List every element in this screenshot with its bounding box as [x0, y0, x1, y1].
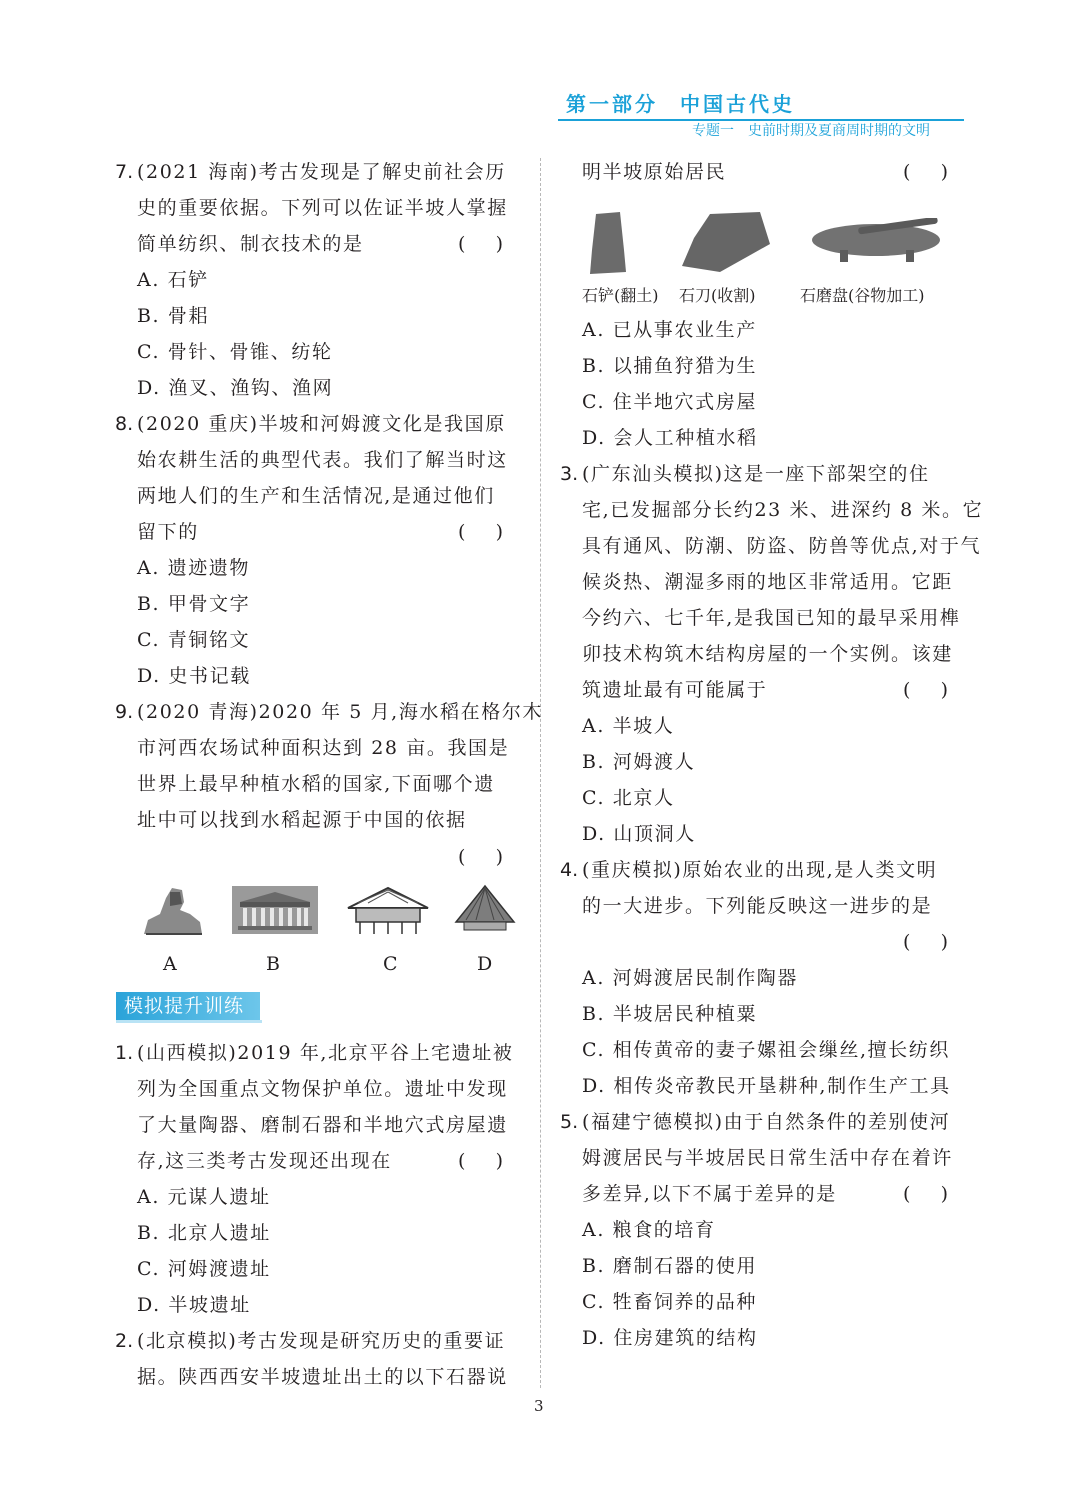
question-text: 今约六、七千年,是我国已知的最早采用榫 [582, 607, 961, 629]
option[interactable]: A. 河姆渡居民制作陶器 [582, 967, 799, 989]
option[interactable]: C. 河姆渡遗址 [137, 1258, 271, 1280]
stone-shovel-image[interactable] [586, 210, 630, 276]
question-text: 宅,已发掘部分长约23 米、进深约 8 米。它 [582, 499, 984, 521]
column-divider [540, 158, 541, 1388]
option[interactable]: C. 骨针、骨锥、纺轮 [137, 341, 333, 363]
question-text: 两地人们的生产和生活情况,是通过他们 [137, 485, 495, 507]
option[interactable]: D. 史书记载 [137, 665, 251, 687]
answer-bracket[interactable]: ( ) [903, 1183, 949, 1205]
answer-bracket[interactable]: ( ) [903, 161, 949, 183]
question-text: (福建宁德模拟)由于自然条件的差别使河 [582, 1111, 951, 1133]
question-text: 据。陕西西安半坡遗址出土的以下石器说 [137, 1366, 508, 1388]
question-number: 4. [560, 859, 579, 881]
question-number: 5. [560, 1111, 579, 1133]
question-text: 卯技术构筑木结构房屋的一个实例。该建 [582, 643, 953, 665]
question-number: 3. [560, 463, 579, 485]
option[interactable]: A. 遗迹遗物 [137, 557, 251, 579]
question-text: 留下的 [137, 521, 199, 543]
sphinx-image[interactable] [140, 884, 206, 936]
option[interactable]: A. 石铲 [137, 269, 209, 291]
image-caption: 石铲(翻土) [582, 286, 659, 305]
part-title: 中国古代史 [680, 92, 795, 116]
answer-bracket[interactable]: ( ) [458, 233, 504, 255]
option[interactable]: A. 粮食的培育 [582, 1219, 716, 1241]
question-text: (重庆模拟)原始农业的出现,是人类文明 [582, 859, 938, 881]
option[interactable]: C. 住半地穴式房屋 [582, 391, 757, 413]
option[interactable]: B. 以捕鱼狩猎为生 [582, 355, 758, 377]
topic-heading [692, 120, 930, 140]
question-number: 9. [115, 701, 134, 723]
option[interactable]: D. 住房建筑的结构 [582, 1327, 758, 1349]
question-text: (山西模拟)2019 年,北京平谷上宅遗址被 [137, 1042, 514, 1064]
question-text: 姆渡居民与半坡居民日常生活中存在着许 [582, 1147, 953, 1169]
question-text: (2020 青海)2020 年 5 月,海水稻在格尔木 [137, 701, 544, 723]
option[interactable]: B. 骨耜 [137, 305, 210, 327]
stone-grinding-slab-image[interactable] [810, 218, 942, 268]
question-text: 市河西农场试种面积达到 28 亩。我国是 [137, 737, 510, 759]
answer-bracket[interactable]: ( ) [903, 679, 949, 701]
question-text: 史的重要依据。下列可以佐证半坡人掌握 [137, 197, 508, 219]
option[interactable]: A. 已从事农业生产 [582, 319, 757, 341]
question-text: (2021 海南)考古发现是了解史前社会历 [137, 161, 506, 183]
stone-knife-image[interactable] [680, 210, 772, 274]
question-number: 7. [115, 161, 134, 183]
question-number: 8. [115, 413, 134, 435]
part-heading [566, 88, 817, 117]
answer-bracket[interactable]: ( ) [458, 1150, 504, 1172]
question-text: 具有通风、防潮、防盗、防兽等优点,对于气 [582, 535, 982, 557]
question-text: 简单纺织、制衣技术的是 [137, 233, 364, 255]
practice-section-badge: 模拟提升训练 [116, 992, 260, 1020]
thatched-hut-image[interactable] [452, 884, 518, 936]
option[interactable]: D. 相传炎帝教民开垦耕种,制作生产工具 [582, 1075, 951, 1097]
option[interactable]: B. 北京人遗址 [137, 1222, 271, 1244]
question-text: 始农耕生活的典型代表。我们了解当时这 [137, 449, 508, 471]
part-label: 第一部分 [566, 92, 658, 116]
page-number: 3 [534, 1397, 544, 1415]
option[interactable]: A. 元谋人遗址 [137, 1186, 271, 1208]
question-number: 1. [115, 1042, 134, 1064]
option[interactable]: B. 半坡居民种植粟 [582, 1003, 758, 1025]
image-label: B [266, 953, 280, 975]
image-caption: 石刀(收割) [679, 286, 756, 305]
question-text: (北京模拟)考古发现是研究历史的重要证 [137, 1330, 506, 1352]
question-text: 列为全国重点文物保护单位。遗址中发现 [137, 1078, 508, 1100]
question-text: 明半坡原始居民 [582, 161, 727, 183]
question-text: 存,这三类考古发现还出现在 [137, 1150, 392, 1172]
stilt-house-image[interactable] [344, 884, 432, 936]
question-text: 址中可以找到水稻起源于中国的依据 [137, 809, 467, 831]
badge-underline [116, 1020, 262, 1023]
option[interactable]: D. 会人工种植水稻 [582, 427, 758, 449]
image-label: A [163, 953, 177, 975]
image-label: D [477, 953, 493, 975]
question-number: 2. [115, 1330, 134, 1352]
question-text: 多差异,以下不属于差异的是 [582, 1183, 837, 1205]
question-text: (2020 重庆)半坡和河姆渡文化是我国原 [137, 413, 506, 435]
option[interactable]: C. 青铜铭文 [137, 629, 251, 651]
parthenon-image[interactable] [232, 886, 318, 934]
answer-bracket[interactable]: ( ) [458, 846, 504, 868]
question-text: (广东汕头模拟)这是一座下部架空的住 [582, 463, 930, 485]
option[interactable]: D. 渔叉、渔钩、渔网 [137, 377, 334, 399]
question-text: 筑遗址最有可能属于 [582, 679, 768, 701]
option[interactable]: D. 半坡遗址 [137, 1294, 251, 1316]
option[interactable]: D. 山顶洞人 [582, 823, 696, 845]
option[interactable]: C. 北京人 [582, 787, 675, 809]
option[interactable]: B. 河姆渡人 [582, 751, 696, 773]
option[interactable]: A. 半坡人 [582, 715, 675, 737]
option[interactable]: B. 甲骨文字 [137, 593, 251, 615]
answer-bracket[interactable]: ( ) [458, 521, 504, 543]
option[interactable]: C. 相传黄帝的妻子嫘祖会缫丝,擅长纺织 [582, 1039, 950, 1061]
question-text: 候炎热、潮湿多雨的地区非常适用。它距 [582, 571, 953, 593]
question-text: 世界上最早种植水稻的国家,下面哪个遗 [137, 773, 495, 795]
topic-title: 史前时期及夏商周时期的文明 [748, 123, 930, 139]
image-label: C [383, 953, 398, 975]
option[interactable]: C. 牲畜饲养的品种 [582, 1291, 757, 1313]
question-text: 的一大进步。下列能反映这一进步的是 [582, 895, 933, 917]
option[interactable]: B. 磨制石器的使用 [582, 1255, 758, 1277]
image-caption: 石磨盘(谷物加工) [800, 286, 925, 305]
question-text: 了大量陶器、磨制石器和半地穴式房屋遗 [137, 1114, 508, 1136]
answer-bracket[interactable]: ( ) [903, 931, 949, 953]
topic-label: 专题一 [692, 123, 734, 139]
